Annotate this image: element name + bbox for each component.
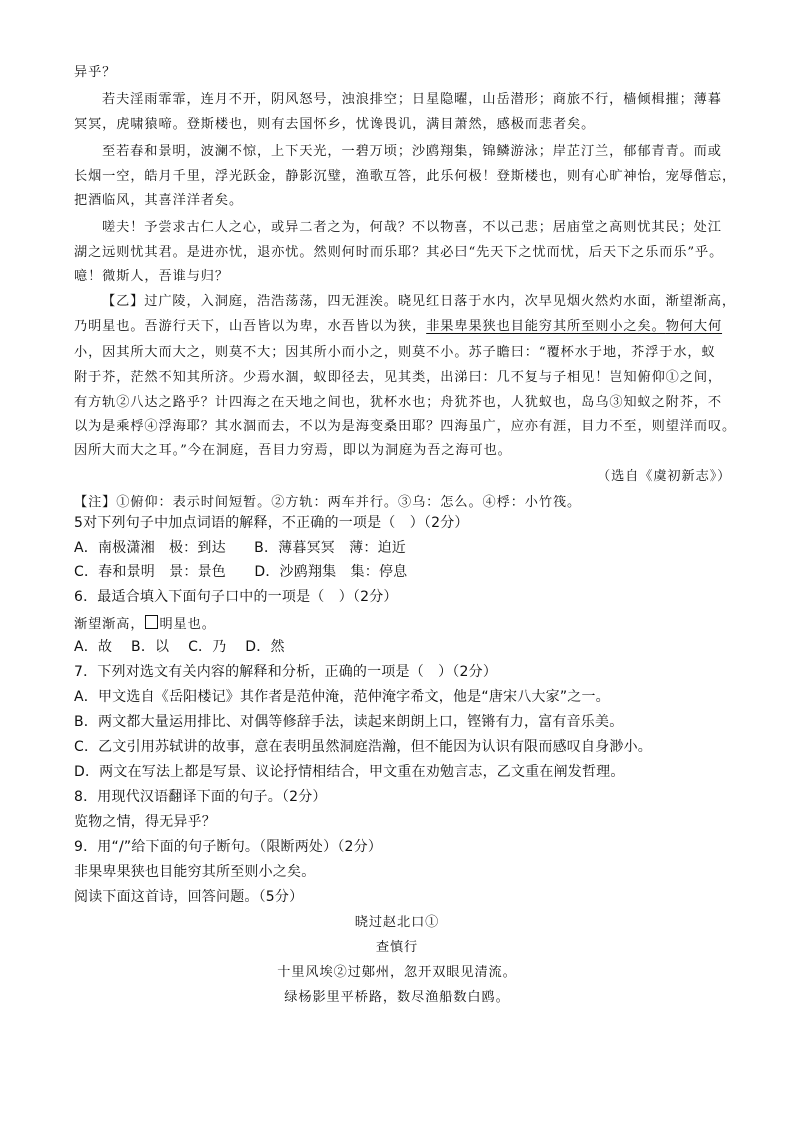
annotation-note: 【注】①俯仰：表示时间短暂。②方轨：两车并行。③乌：怎么。④桴：小竹筏。 [74, 495, 582, 510]
passage-yi-line: 有方轨②八达之路乎？计四海之在天地之间也，犹杯水也；舟犹芥也，人犹蚁也，岛乌③知蚁之附芥，不 [74, 395, 723, 410]
poem-line: 十里风埃②过鄚州，忽开双眼见清流。 [277, 965, 517, 980]
poem-author: 查慎行 [375, 940, 419, 955]
question-9: 9．用“/”给下面的句子断句。（限断两处）（2分） [74, 839, 383, 855]
poem-title: 晓过赵北口① [354, 915, 440, 930]
question-5-options-ab: A．南极潇湘 极：到达 B．薄暮冥冥 薄：迫近 [74, 540, 406, 556]
underlined-sentence: 非果卑果狭也目能穷其所至则小之矣。 [426, 319, 666, 334]
passage-jia-line: 若夫淫雨霏霏，连月不开，阴风怒号，浊浪排空；日星隐曜，山岳潜形；商旅不行，樯倾楫摧；薄暮 [102, 92, 722, 107]
passage-jia-line: 把酒临风，其喜洋洋者矣。 [74, 193, 244, 208]
passage-yi-line: 以为是乘桴④浮海耶？其水涸而去，不以为是海变桑田耶？四海虽广，应亦有涯，目力不至，则望洋而叹。 [74, 419, 737, 434]
passage-yi-line: 小，因其所大而大之，则莫不大；因其所小而小之，则莫不小。苏子瞻曰：“覆杯水于地，芥浮于水，蚁 [74, 345, 716, 360]
passage-jia-line: 嗟夫！予尝求古仁人之心，或异二者之为，何哉？不以物喜，不以己悲；居庙堂之高则忧其民；处江 [102, 220, 722, 235]
passage-jia-line: 冥冥，虎啸猿啼。登斯楼也，则有去国怀乡，忧谗畏讥，满目萧然，感极而悲者矣。 [74, 117, 596, 132]
question-7: 7．下列对选文有关内容的解释和分析，正确的一项是（ ）（2分） [74, 664, 498, 680]
question-6-options: A．故 B．以 C．乃 D．然 [74, 639, 285, 655]
passage-source: （选自《虞初新志》） [597, 469, 732, 484]
blank-box [145, 615, 158, 629]
passage-yi-line [74, 320, 722, 333]
question-6-sentence-part: 渐望渐高， [74, 617, 145, 632]
question-7-option-a: A．甲文选自《岳阳楼记》其作者是范仲淹，范仲淹字希文，他是“唐宋八大家”之一。 [74, 689, 610, 705]
passage-yi-text: 物何大何 [665, 319, 723, 334]
passage-yi-line: 【乙】过广陵，入洞庭，浩浩荡荡，四无涯涘。晓见红日落于水内，次早见烟火然灼水面，渐望渐高， [102, 294, 736, 309]
question-5-options-cd: C．春和景明 景：景色 D．沙鸥翔集 集：停息 [74, 564, 408, 580]
question-8-sentence: 览物之情，得无异乎？ [74, 814, 216, 830]
passage-jia-line: 至若春和景明，波澜不惊，上下天光，一碧万顷；沙鸥翔集，锦鳞游泳；岸芷汀兰，郁郁青青。而或 [102, 144, 722, 159]
passage-yi-line: 附于芥，茫然不知其所济。少焉水涸，蚁即径去，见其类，出涕曰：几不复与子相见！岂知俯仰①之间， [74, 370, 723, 385]
question-7-option-b: B．两文都大量运用排比、对偶等修辞手法，读起来朗朗上口，铿锵有力，富有音乐美。 [74, 714, 624, 730]
passage-yi-text: 乃明星也。吾游行天下，山吾皆以为卑，水吾皆以为狭， [74, 319, 427, 334]
question-6: 6．最适合填入下面句子口中的一项是（ ）（2分） [74, 589, 398, 605]
question-7-option-d: D．两文在写法上都是写景、议论抒情相结合，甲文重在劝勉言志，乙文重在阐发哲理。 [74, 764, 625, 780]
poem-intro: 阅读下面这首诗，回答问题。（5分） [74, 889, 304, 905]
passage-jia-line: 长烟一空，皓月千里，浮光跃金，静影沉璧，渔歌互答，此乐何极！登斯楼也，则有心旷神怡，宠辱偕忘， [74, 169, 737, 184]
poem-line: 绿杨影里平桥路，数尽渔船数白鸥。 [284, 990, 510, 1005]
passage-yi-line: 因所大而大之耳。”今在洞庭，吾目力穷焉，即以为洞庭为吾之海可也。 [74, 443, 512, 458]
question-9-sentence: 非果卑果狭也目能穷其所至则小之矣。 [74, 864, 316, 880]
question-6-sentence-part: 明星也。 [159, 617, 216, 632]
question-8: 8．用现代汉语翻译下面的句子。（2分） [74, 789, 327, 805]
passage-jia-line: 噫！微斯人，吾谁与归？ [74, 269, 229, 284]
passage-jia-line: 异乎？ [74, 65, 117, 80]
question-7-option-c: C．乙文引用苏轼讲的故事，意在表明虽然洞庭浩瀚，但不能因为认识有限而感叹自身渺小。 [74, 739, 652, 755]
question-5: 5对下列句子中加点词语的解释，不正确的一项是（ ）（2分） [74, 515, 469, 531]
question-6-sentence [74, 615, 216, 631]
passage-jia-line: 湖之远则忧其君。是进亦忧，退亦忧。然则何时而乐耶？其必曰“先天下之忧而忧，后天下之乐而乐”乎。 [74, 245, 724, 260]
